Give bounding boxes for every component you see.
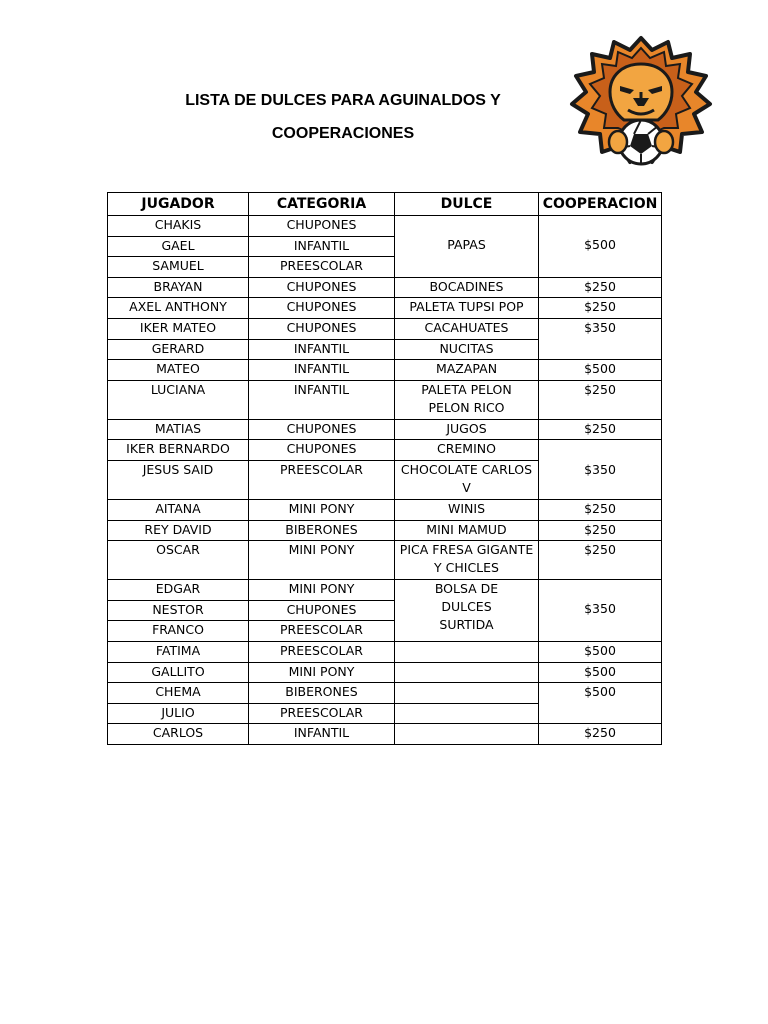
lion-with-soccer-ball-icon (568, 34, 714, 168)
cell-cooperacion: $350 (539, 440, 662, 500)
dulce-line: BOLSA DE (434, 581, 499, 597)
cell-categoria: MINI PONY (249, 541, 395, 580)
dulce-line: PELON RICO (428, 399, 505, 415)
cell-dulce-empty (395, 683, 539, 704)
table-row (108, 641, 662, 662)
candy-table (107, 192, 662, 745)
cell-jugador: JULIO (108, 703, 249, 724)
table-row (108, 520, 662, 541)
cell-dulce (395, 541, 539, 580)
cell-jugador: GAEL (108, 236, 249, 257)
cell-categoria: MINI PONY (249, 662, 395, 683)
cell-cooperacion: $250 (539, 419, 662, 440)
header-categoria: CATEGORIA (249, 193, 395, 216)
cell-jugador: CARLOS (108, 724, 249, 745)
cell-categoria: CHUPONES (249, 277, 395, 298)
cell-categoria: MINI PONY (249, 499, 395, 520)
cell-dulce: PAPAS (395, 216, 539, 278)
cell-categoria: BIBERONES (249, 683, 395, 704)
cell-dulce-empty (395, 724, 539, 745)
cell-cooperacion: $500 (539, 216, 662, 278)
cell-dulce: WINIS (395, 499, 539, 520)
dulce-line: PICA FRESA GIGANTE (399, 542, 534, 558)
cell-jugador: AITANA (108, 499, 249, 520)
dulce-line: PALETA PELON (421, 381, 512, 397)
cell-jugador: FATIMA (108, 641, 249, 662)
cell-categoria: CHUPONES (249, 440, 395, 461)
cell-jugador: REY DAVID (108, 520, 249, 541)
cell-categoria: PREESCOLAR (249, 703, 395, 724)
cell-jugador: CHAKIS (108, 216, 249, 237)
cell-jugador: JESUS SAID (108, 460, 249, 499)
cell-dulce: JUGOS (395, 419, 539, 440)
cell-cooperacion: $250 (539, 380, 662, 419)
cell-jugador: SAMUEL (108, 257, 249, 278)
cell-dulce (395, 380, 539, 419)
cell-categoria: CHUPONES (249, 419, 395, 440)
table-row (108, 724, 662, 745)
cell-dulce (395, 460, 539, 499)
dulce-line: Y CHICLES (434, 560, 499, 576)
table-row (108, 541, 662, 580)
cell-dulce (395, 580, 539, 642)
cell-dulce: CACAHUATES (395, 318, 539, 339)
dulce-line: V (462, 479, 471, 495)
cell-dulce-empty (395, 703, 539, 724)
cell-categoria: CHUPONES (249, 600, 395, 621)
cell-categoria: BIBERONES (249, 520, 395, 541)
cell-categoria: PREESCOLAR (249, 641, 395, 662)
cell-cooperacion: $500 (539, 641, 662, 662)
table-row (108, 499, 662, 520)
cell-categoria: INFANTIL (249, 236, 395, 257)
table-row (108, 277, 662, 298)
cell-cooperacion: $350 (539, 580, 662, 642)
cell-cooperacion: $500 (539, 683, 662, 724)
cell-jugador: GERARD (108, 339, 249, 360)
cell-categoria: MINI PONY (249, 580, 395, 601)
cell-categoria: CHUPONES (249, 216, 395, 237)
cell-jugador: EDGAR (108, 580, 249, 601)
table-row (108, 580, 662, 601)
header-dulce: DULCE (395, 193, 539, 216)
dulce-line: CHOCOLATE CARLOS (400, 461, 533, 477)
cell-dulce: CREMINO (395, 440, 539, 461)
table-row (108, 360, 662, 381)
table-row (108, 298, 662, 319)
cell-jugador: LUCIANA (108, 380, 249, 419)
cell-jugador: AXEL ANTHONY (108, 298, 249, 319)
cell-categoria: INFANTIL (249, 724, 395, 745)
header-jugador: JUGADOR (108, 193, 249, 216)
cell-cooperacion: $500 (539, 662, 662, 683)
table-row (108, 318, 662, 339)
dulce-line: DULCES (441, 599, 492, 615)
cell-jugador: GALLITO (108, 662, 249, 683)
cell-categoria: PREESCOLAR (249, 621, 395, 642)
cell-cooperacion: $250 (539, 298, 662, 319)
dulce-line: SURTIDA (439, 617, 494, 633)
table-row (108, 216, 662, 237)
cell-cooperacion: $250 (539, 499, 662, 520)
cell-jugador: BRAYAN (108, 277, 249, 298)
cell-cooperacion: $250 (539, 520, 662, 541)
cell-jugador: IKER BERNARDO (108, 440, 249, 461)
document-title-line-2: COOPERACIONES (271, 125, 415, 142)
cell-dulce: NUCITAS (395, 339, 539, 360)
header-cooperacion: COOPERACION (539, 193, 662, 216)
cell-dulce-empty (395, 641, 539, 662)
cell-dulce-empty (395, 662, 539, 683)
table-row (108, 419, 662, 440)
cell-categoria: CHUPONES (249, 318, 395, 339)
cell-cooperacion: $250 (539, 724, 662, 745)
cell-dulce: BOCADINES (395, 277, 539, 298)
cell-categoria: PREESCOLAR (249, 257, 395, 278)
cell-jugador: MATIAS (108, 419, 249, 440)
cell-categoria: INFANTIL (249, 339, 395, 360)
cell-cooperacion: $250 (539, 541, 662, 580)
cell-cooperacion: $500 (539, 360, 662, 381)
cell-cooperacion: $350 (539, 318, 662, 359)
cell-categoria: INFANTIL (249, 360, 395, 381)
cell-jugador: MATEO (108, 360, 249, 381)
table-row (108, 662, 662, 683)
cell-dulce: MAZAPAN (395, 360, 539, 381)
cell-dulce: MINI MAMUD (395, 520, 539, 541)
cell-categoria: CHUPONES (249, 298, 395, 319)
table-header-row (108, 193, 662, 216)
cell-jugador: IKER MATEO (108, 318, 249, 339)
document-title-line-1: LISTA DE DULCES PARA AGUINALDOS Y (185, 92, 501, 109)
table-row (108, 380, 662, 419)
table-row (108, 440, 662, 461)
cell-categoria: PREESCOLAR (249, 460, 395, 499)
cell-jugador: CHEMA (108, 683, 249, 704)
cell-jugador: OSCAR (108, 541, 249, 580)
cell-jugador: FRANCO (108, 621, 249, 642)
cell-categoria: INFANTIL (249, 380, 395, 419)
table-row (108, 683, 662, 704)
cell-jugador: NESTOR (108, 600, 249, 621)
cell-dulce: PALETA TUPSI POP (395, 298, 539, 319)
cell-cooperacion: $250 (539, 277, 662, 298)
